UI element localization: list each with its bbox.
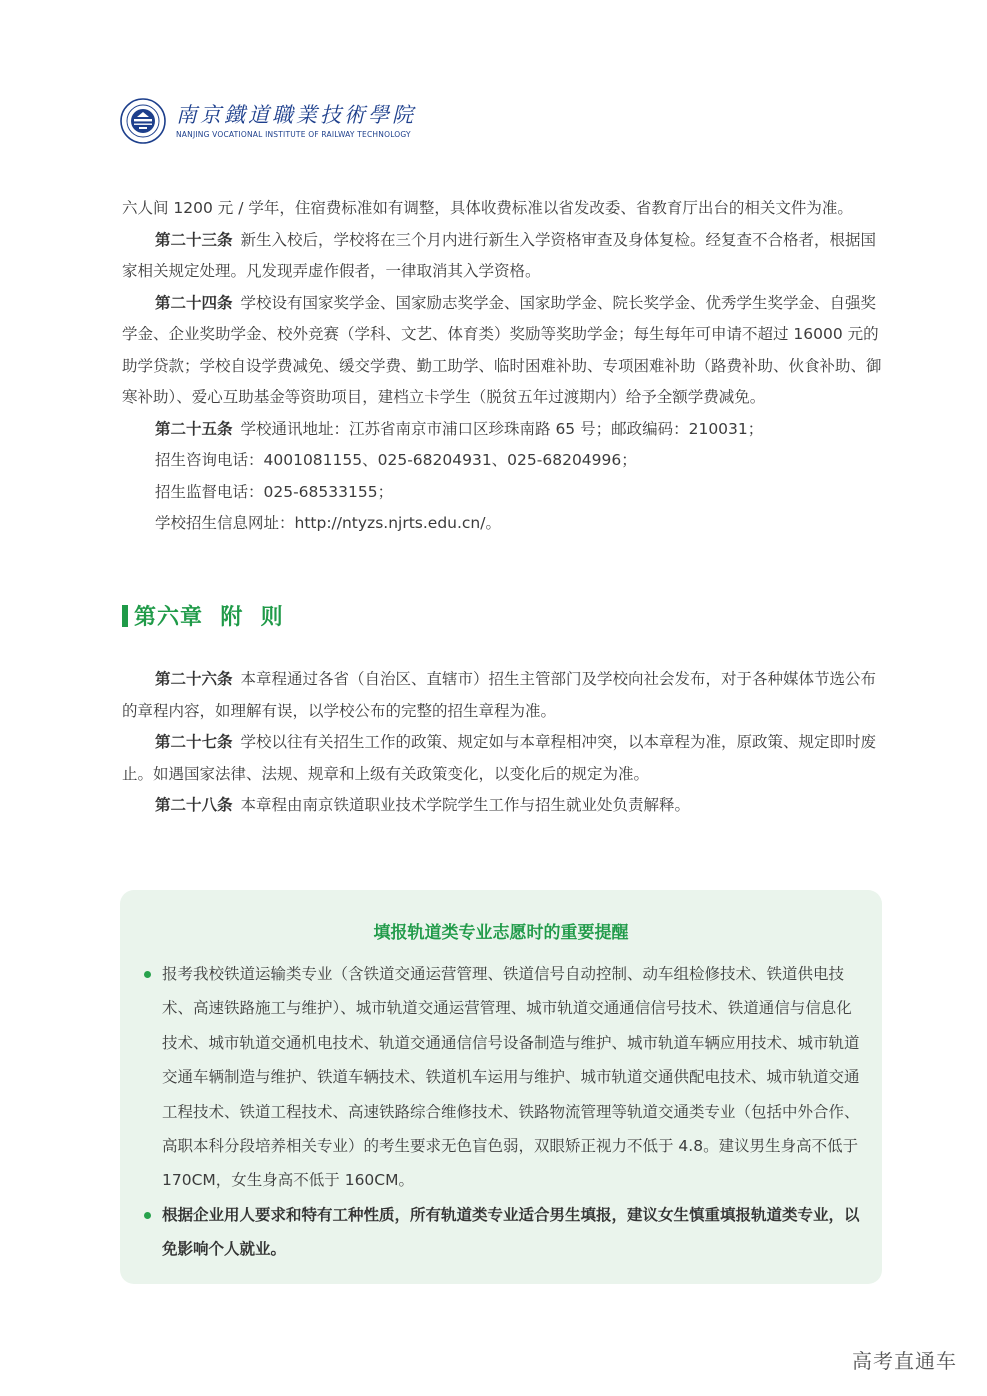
list-item <box>144 1198 860 1267</box>
article-25 <box>122 414 884 446</box>
section-five-continued <box>122 193 884 540</box>
article-label: 第二十五条 <box>155 419 233 438</box>
reminder-title: 填报轨道类专业志愿时的重要提醒 <box>373 923 629 943</box>
chapter-six-body <box>122 664 884 822</box>
article-label: 第二十四条 <box>155 293 233 312</box>
bullet-icon <box>144 971 151 978</box>
school-seal-icon <box>120 98 166 144</box>
admissions-phone: 招生咨询电话：4001081155、025-68204931、025-68204996； <box>155 451 637 469</box>
article-text: 学校通讯地址：江苏省南京市浦口区珍珠南路 65 号；邮政编码：210031； <box>240 419 764 438</box>
important-reminder-box <box>120 890 882 1284</box>
list-item <box>144 957 860 1198</box>
supervision-phone: 招生监督电话：025-68533155； <box>155 482 394 501</box>
article-label: 第二十八条 <box>155 796 233 814</box>
page-header <box>120 96 416 146</box>
paragraph-accommodation: 六人间 1200 元 / 学年，住宿费标准如有调整，具体收费标准以省发改委、省教育厅出台的相关文件为准。 <box>122 199 853 217</box>
bullet-icon <box>144 1212 151 1219</box>
article-23 <box>122 225 884 288</box>
article-text: 本章程由南京铁道职业技术学院学生工作与招生就业处负责解释。 <box>240 796 691 814</box>
admissions-website: 学校招生信息网址：http://ntyzs.njrts.edu.cn/。 <box>155 514 501 532</box>
chapter-heading <box>122 600 284 631</box>
reminder-text: 报考我校铁道运输类专业（含铁道交通运营管理、铁道信号自动控制、动车组检修技术、铁道供电技术、高速铁路施工与维护）、城市轨道交通运营管理、城市轨道交通通信信号技术、铁道通信与信息化技术、城市轨道交通机电技术、轨道交通通信信号设备制造与维护、城市轨道车辆应用技术、城市轨道交通车辆制造与维护、铁道车辆技术、铁道机车运用与维护、城市轨道交通供配电技术、城市轨道交通工程技术、铁道工程技术、高速铁路综合维修技术、铁路物流管理等轨道交通类专业（包括中外合作、高职本科分段培养相关专业）的考生要求无色盲色弱，双眼矫正视力不低于 4.8。建议男生身高不低于 170CM，女生身高不低于 160CM。 <box>162 965 860 1190</box>
article-label: 第二十七条 <box>155 733 233 751</box>
school-logo-text <box>176 103 416 139</box>
article-label: 第二十三条 <box>155 230 233 249</box>
school-name-cn: 南京鐵道職業技術學院 <box>176 103 416 127</box>
article-24 <box>122 288 884 414</box>
school-name-en: NANJING VOCATIONAL INSTITUTE OF RAILWAY TECHNOLOGY <box>176 130 411 139</box>
article-text: 新生入校后，学校将在三个月内进行新生入学资格审查及身体复检。经复查不合格者，根据国家相关规定处理。凡发现弄虚作假者，一律取消其入学资格。 <box>122 230 877 280</box>
reminder-list <box>144 957 860 1267</box>
article-26 <box>122 664 884 727</box>
article-label: 第二十六条 <box>155 670 233 688</box>
watermark: 高考直通车 <box>852 1349 957 1373</box>
article-text: 本章程通过各省（自治区、直辖市）招生主管部门及学校向社会发布，对于各种媒体节选公布的章程内容，如理解有误，以学校公布的完整的招生章程为准。 <box>122 670 877 720</box>
chapter-marker <box>122 605 128 627</box>
chapter-title: 第六章 附 则 <box>134 605 284 630</box>
article-text: 学校以往有关招生工作的政策、规定如与本章程相冲突，以本章程为准，原政策、规定即时废止。如遇国家法律、法规、规章和上级有关政策变化，以变化后的规定为准。 <box>122 733 877 783</box>
reminder-text: 根据企业用人要求和特有工种性质，所有轨道类专业适合男生填报，建议女生慎重填报轨道类专业，以免影响个人就业。 <box>162 1205 860 1259</box>
article-27 <box>122 727 884 790</box>
article-28 <box>122 790 884 822</box>
article-text: 学校设有国家奖学金、国家励志奖学金、国家助学金、院长奖学金、优秀学生奖学金、自强奖学金、企业奖助学金、校外竞赛（学科、文艺、体育类）奖励等奖助学金；每生每年可申请不超过 16000 元的助学贷款；学校自设学费减免、缓交学费、勤工助学、临时困难补助、专项困难补助（路费补助、伙食补助、御寒补助）、爱心互助基金等资助项目，建档立卡学生（脱贫五年过渡期内）给予全额学费减免。 <box>122 293 882 406</box>
